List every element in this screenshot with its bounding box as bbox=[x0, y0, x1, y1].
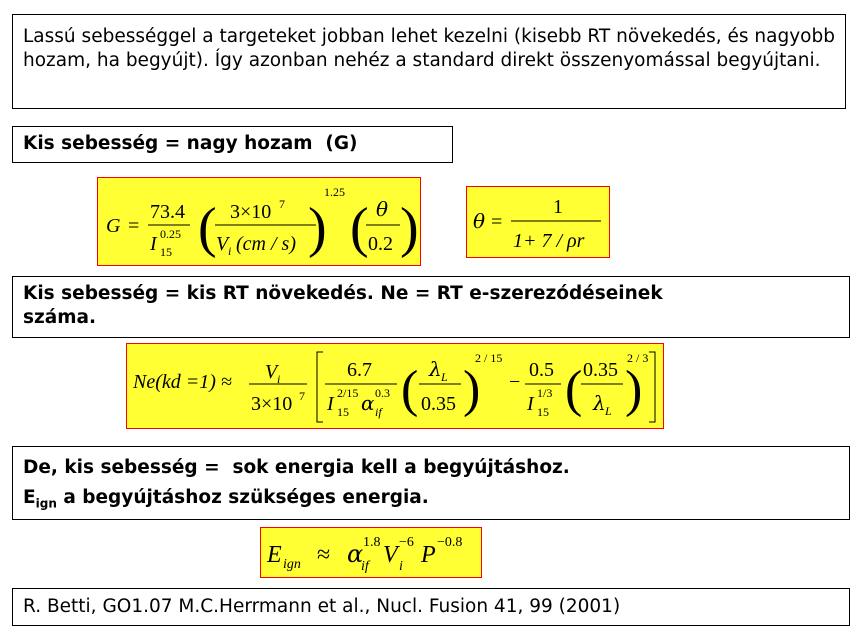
en-approx: ≈ bbox=[317, 542, 331, 568]
section-energy-box bbox=[12, 446, 850, 520]
g-rparen2: ) bbox=[400, 197, 419, 259]
ne-lhs: Ne(kd =1) ≈ bbox=[133, 371, 232, 393]
g-rparen: ) bbox=[308, 197, 327, 259]
g-vi: V bbox=[216, 233, 229, 255]
energy-e-sub: ign bbox=[35, 496, 57, 511]
ne-c3: 0.5 bbox=[529, 359, 554, 381]
ne-alpha-sup: 0.3 bbox=[375, 386, 390, 400]
en-v-sup: −6 bbox=[399, 535, 414, 550]
g-lparen2: ( bbox=[350, 197, 369, 259]
section-gain-label: Kis sebesség = nagy hozam (G) bbox=[23, 133, 358, 154]
ne-den1: 3×10 bbox=[251, 393, 293, 415]
ne-vi-sub: i bbox=[277, 372, 281, 386]
energy-rest: a begyújtáshoz szükséges energia. bbox=[56, 487, 429, 508]
en-p-sup: −0.8 bbox=[437, 535, 463, 550]
section-rt-line1: Kis sebesség = kis RT növekedés. Ne = RT e-szerezódéseinek bbox=[23, 283, 663, 304]
ne-lambda2-sub: L bbox=[605, 404, 612, 418]
section-energy-line1: De, kis sebesség = sok energia kell a begyújtáshoz. bbox=[23, 457, 570, 478]
g-i15-sub: 15 bbox=[160, 245, 172, 259]
en-e: E bbox=[267, 542, 282, 568]
theta-num: 1 bbox=[553, 196, 563, 218]
section-rt-box bbox=[12, 276, 850, 338]
g-i15-sup: 0.25 bbox=[160, 227, 181, 241]
ne-i15b: I bbox=[527, 393, 534, 415]
ne-i15: I bbox=[327, 393, 334, 415]
formula-theta bbox=[466, 186, 610, 258]
g-theta: θ bbox=[376, 197, 389, 221]
en-alpha-sub: if bbox=[361, 559, 369, 574]
reference-box bbox=[12, 588, 850, 626]
ne-c2: 0.35 bbox=[421, 393, 456, 415]
ne-vi: V bbox=[265, 361, 278, 383]
g-lparen: ( bbox=[198, 197, 217, 259]
formula-energy bbox=[260, 527, 482, 578]
en-p: P bbox=[421, 542, 436, 568]
ne-c4: 0.35 bbox=[583, 359, 618, 381]
ne-lbracket bbox=[317, 352, 323, 422]
ne-pow1: 2 / 15 bbox=[475, 351, 503, 365]
g-eq: = bbox=[128, 215, 140, 237]
en-v-sub: i bbox=[399, 559, 403, 574]
ne-i15-sup: 2/15 bbox=[337, 386, 359, 400]
g-pow: 1.25 bbox=[324, 185, 345, 199]
theta-eq: = bbox=[491, 211, 503, 233]
intro-box bbox=[12, 14, 846, 109]
ne-rparen1: ) bbox=[463, 361, 481, 418]
g-coef: 73.4 bbox=[150, 201, 185, 223]
ne-i15b-sup: 1/3 bbox=[537, 386, 553, 400]
theta-den: 1+ 7 / ρr bbox=[513, 230, 585, 252]
en-alpha-sup: 1.8 bbox=[363, 535, 381, 550]
ne-rparen2: ) bbox=[625, 361, 643, 418]
en-alpha: α bbox=[347, 540, 364, 568]
ne-rbracket bbox=[649, 352, 655, 422]
intro-text: Lassú sebességgel a targeteket jobban lehet kezelni (kisebb RT növekedés, és nagyobb hozam, ha begyújt). Így azonban nehéz a standard direkt összenyomással begyújtani. bbox=[23, 26, 835, 71]
g-i15: I bbox=[150, 233, 157, 255]
en-e-sub: ign bbox=[283, 557, 301, 572]
energy-e: E bbox=[23, 487, 36, 508]
g-vi-sub: i bbox=[228, 244, 232, 258]
section-energy-line2 bbox=[23, 483, 839, 519]
g-units: (cm / s) bbox=[236, 233, 296, 255]
ne-minus: − bbox=[509, 371, 521, 393]
ne-lambda-sub: L bbox=[441, 370, 448, 384]
section-rt-line2: száma. bbox=[23, 307, 97, 328]
ne-alpha: α bbox=[361, 391, 375, 415]
ne-lparen2: ( bbox=[565, 361, 583, 418]
g-num2-sup: 7 bbox=[279, 197, 285, 211]
formula-gain bbox=[97, 177, 421, 266]
ne-lparen1: ( bbox=[401, 361, 419, 418]
ne-alpha-sub: if bbox=[375, 405, 382, 419]
theta-lhs: θ bbox=[473, 209, 486, 233]
ne-i15b-sub: 15 bbox=[537, 405, 549, 419]
ne-c1: 6.7 bbox=[347, 359, 372, 381]
ne-lambda: λ bbox=[429, 357, 442, 381]
formula-ne bbox=[126, 343, 664, 429]
g-lhs: G bbox=[106, 215, 121, 237]
ne-i15-sub: 15 bbox=[337, 405, 349, 419]
g-num2: 3×10 bbox=[230, 201, 272, 223]
ne-pow2: 2 / 3 bbox=[627, 351, 649, 365]
ne-lambda2: λ bbox=[593, 391, 606, 415]
en-v: V bbox=[383, 542, 398, 568]
reference-text: R. Betti, GO1.07 M.C.Herrmann et al., Nucl. Fusion 41, 99 (2001) bbox=[23, 596, 621, 617]
ne-den1-sup: 7 bbox=[299, 389, 305, 403]
section-gain-label-box bbox=[12, 126, 453, 163]
g-denom3: 0.2 bbox=[368, 233, 393, 255]
